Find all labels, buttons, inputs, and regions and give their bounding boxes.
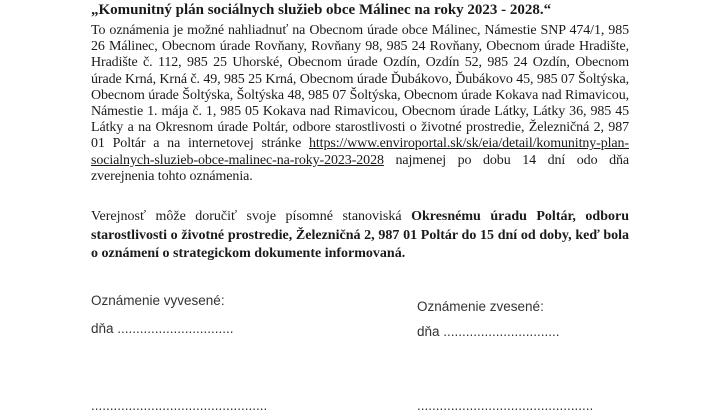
document-title: „Komunitný plán sociálnych služieb obce Málinec na roky 2023 - 2028.“	[91, 2, 552, 18]
posted-label: Oznámenie vyvesené:	[91, 293, 225, 308]
paragraph-inspection-places	[91, 23, 629, 185]
paragraph-inspection-text: To oznámenia je možné nahliadnuť na Obecnom úrade obce Málinec, Námestie SNP 474/1, 985 26 Málinec, Obecnom úrade Rovňany, Rovňany 98, 985 24 Rovňany, Obecnom úrade Hradište, Hradište č. 112, 985 25 Uhorské, Obecnom úrade Ozdín, Ozdín 52, 985 24 Ozdín, Obecnom úrade Krná, Krná č. 49, 985 25 Krná, Obecnom úrade Ďubákovo, Ďubákovo 45, 985 07 Šoltýska, Obecnom úrade Šoltýska, Šoltýska 48, 985 07 Šoltýska, Obecnom úrade Kokava nad Rimavicou, Námestie 1. mája č. 1, 985 05 Kokava nad Rimavicou, Obecnom úrade Látky, Látky 36, 985 45 Látky a na Okresnom úrade Poltár, odbore starostlivosti o životné prostredie, Železničná 2, 987 01 Poltár a na internetovej stránke	[91, 23, 629, 152]
paragraph-comments-text: Verejnosť môže doručiť svoje písomné stanoviská	[91, 209, 412, 224]
paragraph-inspection-tail: najmenej po dobu 14 dní odo dňa zverejnenia tohto oznámenia.	[91, 152, 629, 184]
removed-date-field: dňa ...............................	[417, 324, 560, 339]
enviroportal-link[interactable]: https://www.enviroportal.sk/sk/eia/detail/komunitny-plan-socialnych-sluzieb-obce-malinec-na-roky-2023-2028	[91, 136, 629, 168]
posted-signature-line: ...............................................	[91, 398, 268, 413]
posted-date-field: dňa ...............................	[91, 321, 234, 336]
paragraph-public-comments	[91, 208, 629, 264]
paragraph-comments-bold: Okresnému úradu Poltár, odboru starostlivosti o životné prostredie, Železničná 2, 987 01 Poltár do 15 dní od doby, keď bola o oznámení o strategickom dokumente informovaná.	[91, 209, 629, 261]
removed-signature-line: ...............................................	[417, 398, 594, 413]
removed-label: Oznámenie zvesené:	[417, 299, 544, 314]
